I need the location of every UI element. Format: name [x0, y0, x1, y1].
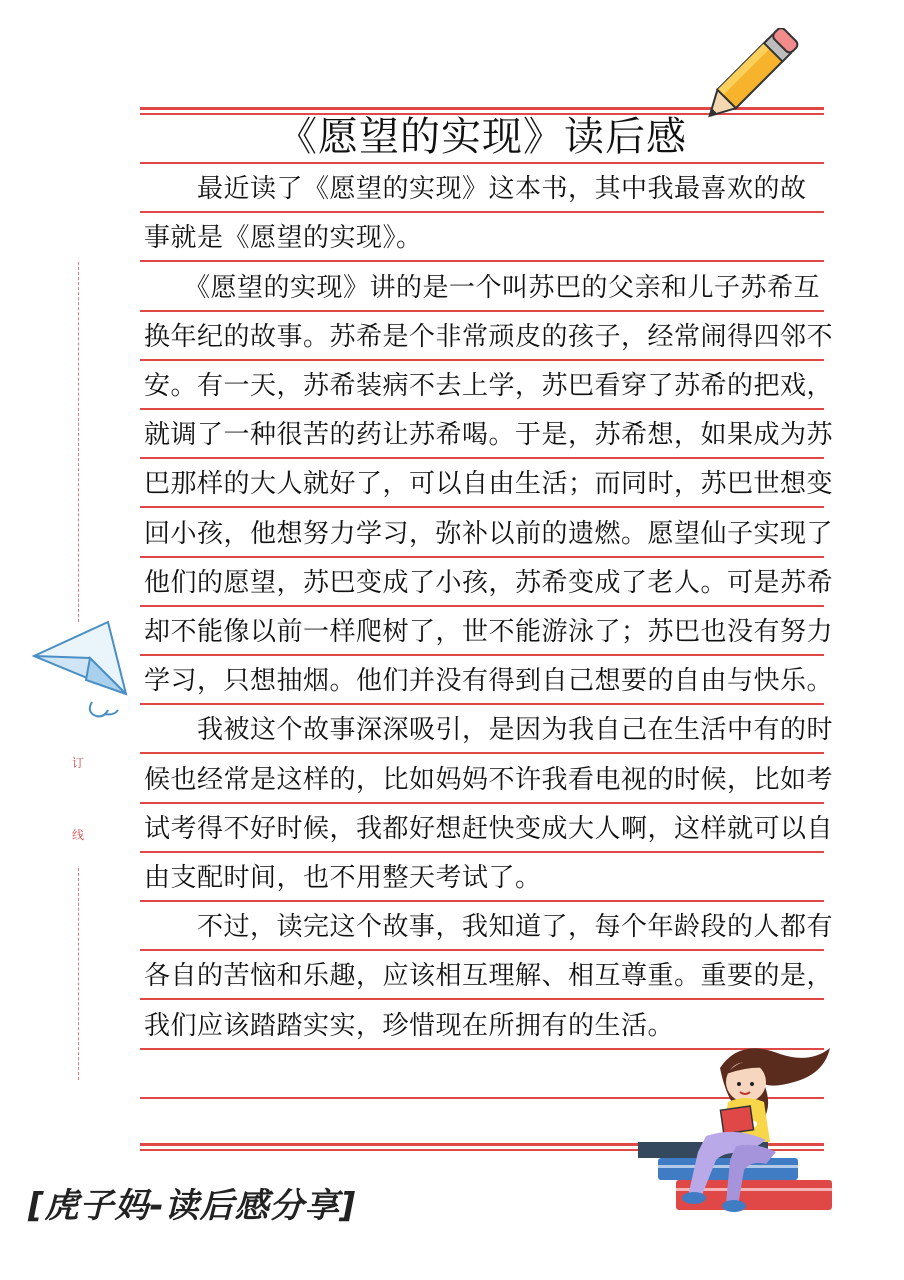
ruled-line: [140, 703, 824, 705]
ruled-line: [140, 310, 824, 312]
essay-line: 由支配时间，也不用整天考试了。: [144, 863, 542, 893]
essay-line: 我被这个故事深深吸引，是因为我自己在生活中有的时: [144, 715, 834, 745]
essay-line: 《愿望的实现》讲的是一个叫苏巴的父亲和儿子苏希互: [144, 273, 821, 303]
ruled-line: [140, 605, 824, 607]
ruled-line: [140, 260, 824, 262]
essay-line: 候也经常是这样的，比如妈妈不许我看电视的时候，比如考: [144, 765, 834, 795]
essay-line: 换年纪的故事。苏希是个非常顽皮的孩子，经常闹得四邻不: [144, 322, 834, 352]
essay-line: 最近读了《愿望的实现》这本书，其中我最喜欢的故: [144, 174, 807, 204]
essay-line: 安。有一天，苏希装病不去上学，苏巴看穿了苏希的把戏，: [144, 371, 834, 401]
essay-line: 我们应该踏踏实实，珍惜现在所拥有的生活。: [144, 1011, 675, 1041]
ruled-line: [140, 851, 824, 853]
binding-line-top: [78, 262, 79, 622]
ruled-line: [140, 802, 824, 804]
essay-line: 试考得不好时候，我都好想赶快变成大人啊，这样就可以自: [144, 814, 834, 844]
essay-line: 学习，只想抽烟。他们并没有得到自己想要的自由与快乐。: [144, 666, 834, 696]
ruled-line: [140, 211, 824, 213]
binding-line-bottom: [78, 868, 79, 1080]
ruled-line: [140, 556, 824, 558]
ruled-line: [140, 408, 824, 410]
paper-plane-icon: [30, 618, 130, 728]
ruled-line: [140, 162, 824, 164]
girl-reading-illustration: [636, 1028, 836, 1220]
ruled-line: [140, 506, 824, 508]
binding-char-xian: 线: [72, 828, 85, 842]
essay-line: 就调了一种很苦的药让苏希喝。于是，苏希想，如果成为苏: [144, 420, 834, 450]
essay-line: 不过，读完这个故事，我知道了，每个年龄段的人都有: [144, 912, 834, 942]
essay-line: 事就是《愿望的实现》。: [144, 223, 423, 253]
ruled-line: [140, 457, 824, 459]
essay-line: 巴那样的大人就好了，可以自由生活；而同时，苏巴世想变: [144, 469, 834, 499]
ruled-line: [140, 998, 824, 1000]
ruled-line: [140, 359, 824, 361]
ruled-line: [140, 949, 824, 951]
pencil-icon: [690, 28, 800, 136]
essay-line: 各自的苦恼和乐趣，应该相互理解、相互尊重。重要的是，: [144, 961, 834, 991]
essay-line: 他们的愿望，苏巴变成了小孩，苏希变成了老人。可是苏希: [144, 568, 834, 598]
ruled-line: [140, 752, 824, 754]
footer-watermark: [虎子妈-读后感分享]: [28, 1186, 357, 1226]
ruled-line: [140, 900, 824, 902]
essay-line: 却不能像以前一样爬树了，世不能游泳了；苏巴也没有努力: [144, 617, 834, 647]
binding-char-ding: 订: [72, 756, 85, 770]
ruled-line: [140, 654, 824, 656]
page-title: 《愿望的实现》读后感: [277, 114, 687, 160]
essay-line: 回小孩，他想努力学习，弥补以前的遗燃。愿望仙子实现了: [144, 519, 834, 549]
